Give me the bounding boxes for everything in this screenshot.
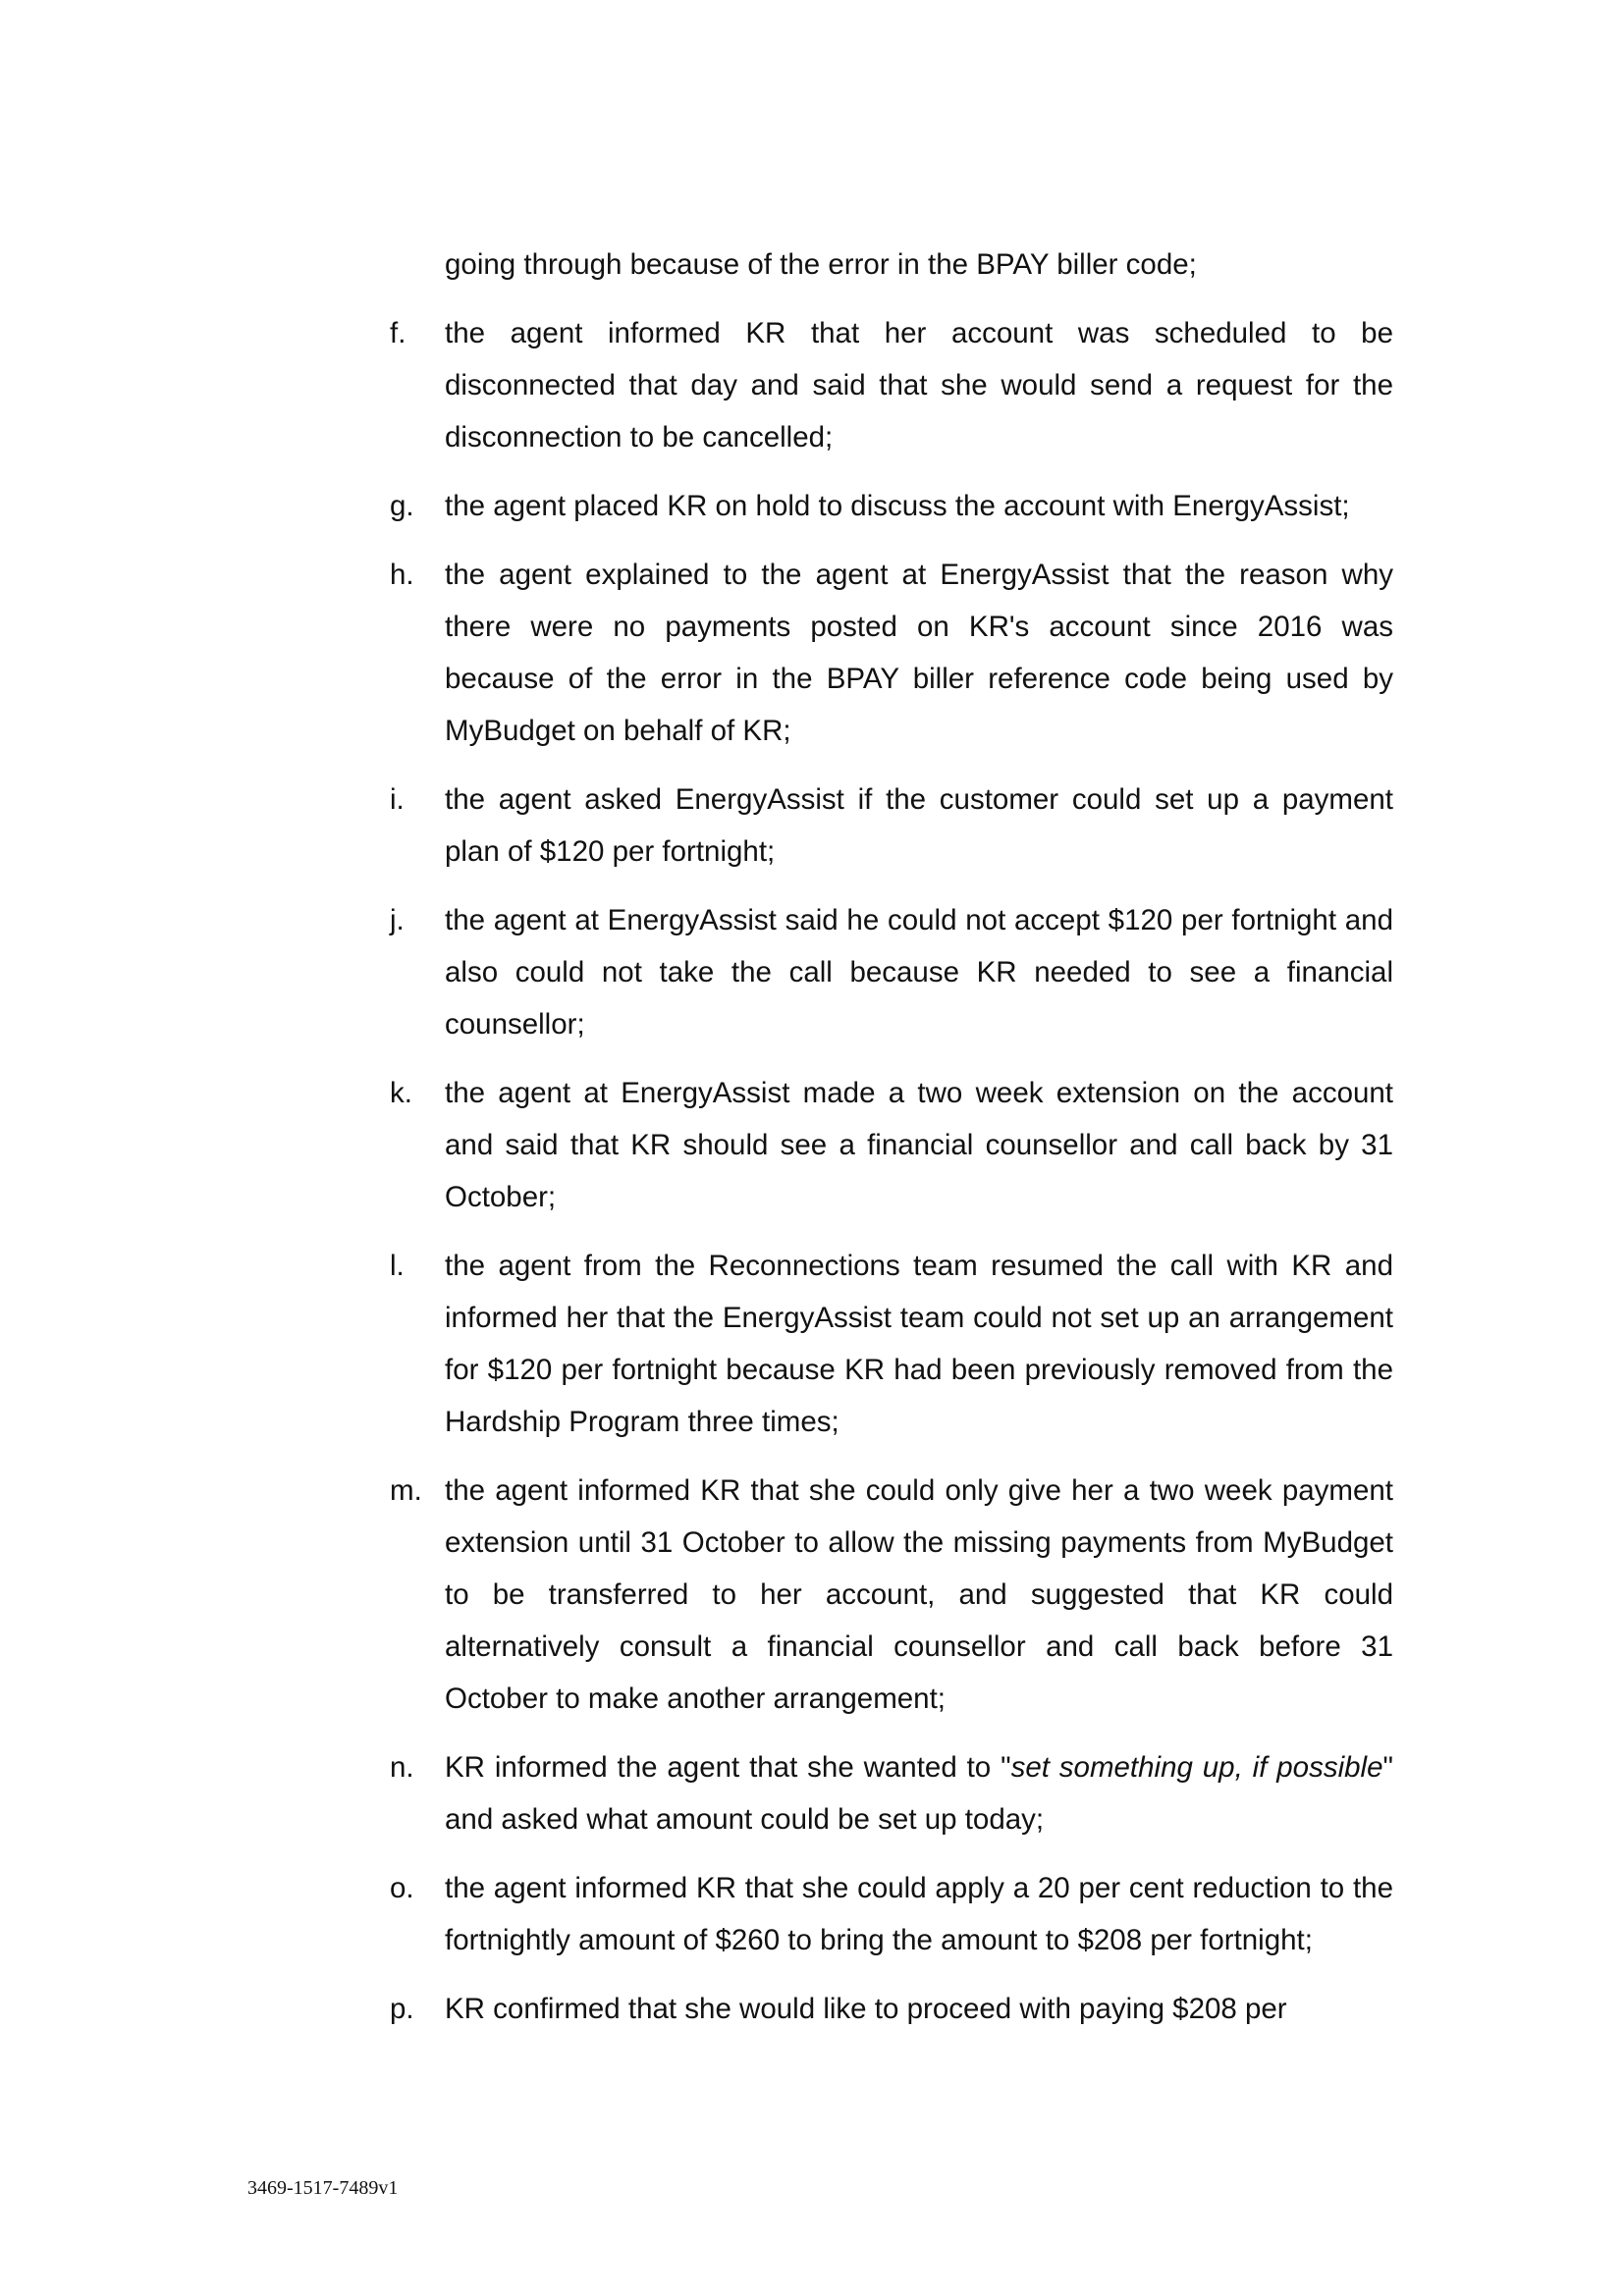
list-item-k [390,1067,1393,1223]
list-item-o [390,1862,1393,1966]
list-item-label: o. [390,1872,414,1904]
quoted-italic-text: set something up, if possible [1010,1751,1383,1784]
list-item-i [390,774,1393,878]
list-item-text: the agent at EnergyAssist said he could not accept $120 per fortnight and also could not take the call because KR needed to see a financial counsellor; [445,904,1393,1041]
document-id-footer: 3469-1517-7489v1 [247,2177,399,2199]
list-item-m [390,1465,1393,1725]
list-item-text-after: " and asked what amount could be set up today; [445,1751,1393,1836]
list-item-label: m. [390,1474,422,1507]
list-item-text: the agent explained to the agent at EnergyAssist that the reason why there were no payments posted on KR's account since 2016 was because of the error in the BPAY biller reference code being used by MyBudget on behalf of KR; [445,559,1393,747]
list-item-text: the agent informed KR that her account was scheduled to be disconnected that day and said that she would send a request for the disconnection to be cancelled; [445,317,1393,454]
list-item-text: the agent asked EnergyAssist if the customer could set up a payment plan of $120 per fortnight; [445,783,1393,868]
list-item-label: i. [390,783,405,816]
list-item-label: g. [390,490,414,522]
list-item-g [390,480,1393,532]
list-item-text: the agent at EnergyAssist made a two week extension on the account and said that KR should see a financial counsellor and call back by 31 October; [445,1077,1393,1213]
list-item-label: n. [390,1751,414,1784]
list-item-label: h. [390,559,414,591]
body-text [390,239,1393,2052]
list-item-label: k. [390,1077,412,1109]
list-item-l [390,1240,1393,1448]
list-item-text: the agent from the Reconnections team resumed the call with KR and informed her that the EnergyAssist team could not set up an arrangement for $120 per fortnight because KR had been previously removed from the Hardship Program three times; [445,1250,1393,1438]
list-item-j [390,894,1393,1050]
list-item-label: l. [390,1250,405,1282]
list-item-f [390,307,1393,463]
continuation-paragraph: going through because of the error in the BPAY biller code; [445,248,1197,281]
list-item-n [390,1741,1393,1845]
list-item-p [390,1983,1393,2035]
list-item-text-before: KR informed the agent that she wanted to " [445,1751,1011,1784]
list-item-label: j. [390,904,405,936]
list-item-text: the agent informed KR that she could apply a 20 per cent reduction to the fortnightly amount of $260 to bring the amount to $208 per fortnight; [445,1872,1393,1956]
list-item-label: p. [390,1993,414,2025]
list-item-text: KR confirmed that she would like to proceed with paying $208 per [445,1993,1287,2025]
list-item-h [390,549,1393,757]
list-item-label: f. [390,317,406,349]
list-item-text: the agent placed KR on hold to discuss the account with EnergyAssist; [445,490,1350,522]
list-item-text [445,1741,1393,1845]
list-item-text: the agent informed KR that she could only give her a two week payment extension until 31 October to allow the missing payments from MyBudget to be transferred to her account, and suggested that KR could alternatively consult a financial counsellor and call back before 31 October to make another arrangement; [445,1474,1393,1715]
